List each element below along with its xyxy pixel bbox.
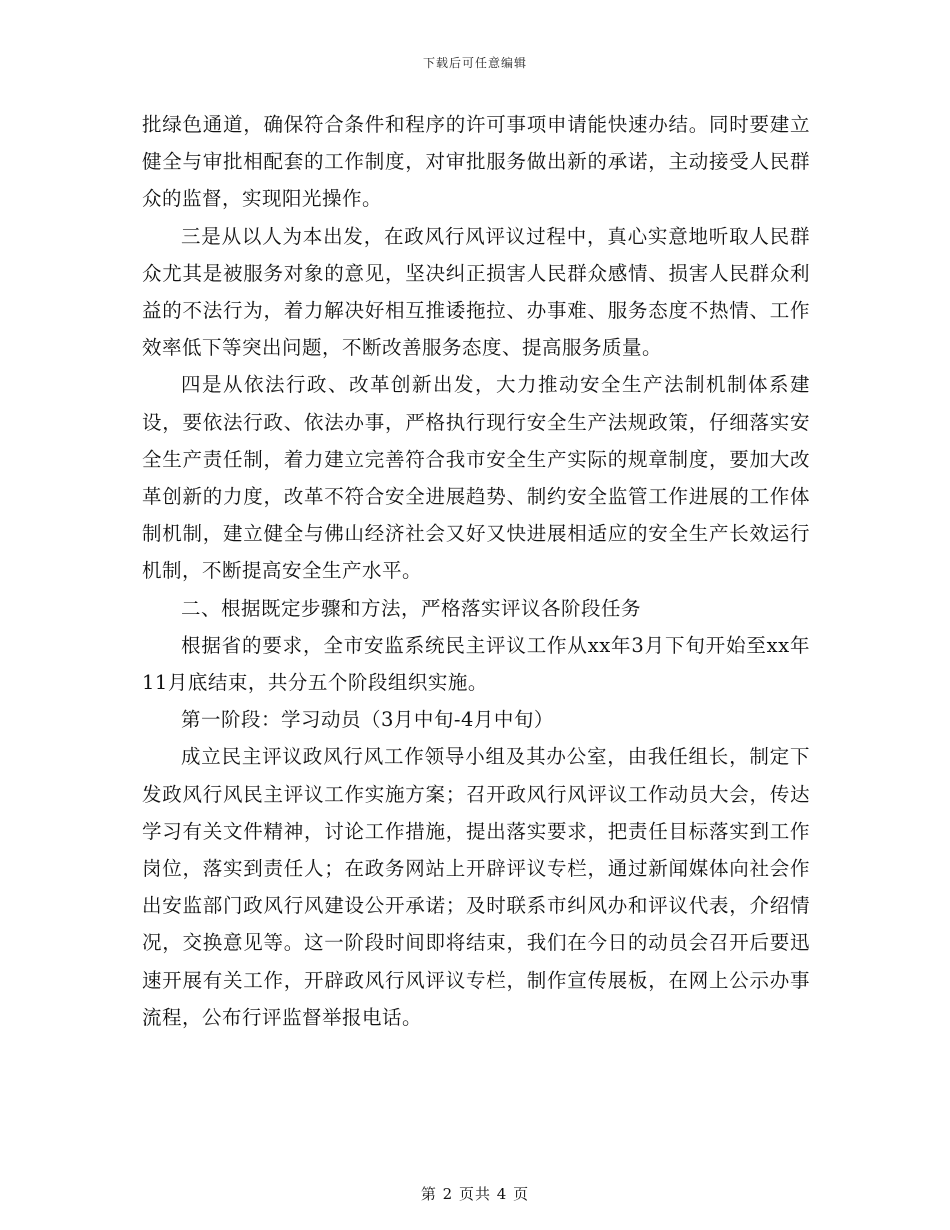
page-header: 下载后可任意编辑: [422, 56, 527, 70]
paragraph: 三是从以人为本出发，在政风行风评议过程中，真心实意地听取人民群众尤其是被服务对象的意见，坚决纠正损害人民群众感情、损害人民群众利益的不法行为，着力解决好相互推诿拖拉、办事难、服务态度不热情、工作效率低下等突出问题，不断改善服务态度、提高服务质量。: [142, 224, 810, 360]
paragraph: 根据省的要求，全市安监系统民主评议工作从xx年3月下旬开始至xx年11月底结束，共分五个阶段组织实施。: [142, 633, 810, 695]
stage-heading: 第一阶段：学习动员（3月中旬-4月中旬）: [181, 708, 554, 732]
document-body: [142, 106, 810, 1036]
page-footer: 第 2 页共 4 页: [420, 1185, 530, 1203]
paragraph: 成立民主评议政风行风工作领导小组及其办公室，由我任组长，制定下发政风行风民主评议工作实施方案；召开政风行风评议工作动员大会，传达学习有关文件精神，讨论工作措施，提出落实要求，把责任目标落实到工作岗位，落实到责任人；在政务网站上开辟评议专栏，通过新闻媒体向社会作出安监部门政风行风建设公开承诺；及时联系市纠风办和评议代表，介绍情况，交换意见等。这一阶段时间即将结束，我们在今日的动员会召开后要迅速开展有关工作，开辟政风行风评议专栏，制作宣传展板，在网上公示办事流程，公布行评监督举报电话。: [142, 745, 810, 1029]
paragraph: 批绿色通道，确保符合条件和程序的许可事项申请能快速办结。同时要建立健全与审批相配套的工作制度，对审批服务做出新的承诺，主动接受人民群众的监督，实现阳光操作。: [142, 113, 810, 211]
section-heading: 二、根据既定步骤和方法，严格落实评议各阶段任务: [181, 596, 642, 620]
paragraph: 四是从依法行政、改革创新出发，大力推动安全生产法制机制体系建设，要依法行政、依法办事，严格执行现行安全生产法规政策，仔细落实安全生产责任制，着力建立完善符合我市安全生产实际的规章制度，要加大改革创新的力度，改革不符合安全进展趋势、制约安全监管工作进展的工作体制机制，建立健全与佛山经济社会又好又快进展相适应的安全生产长效运行机制，不断提高安全生产水平。: [142, 373, 810, 583]
